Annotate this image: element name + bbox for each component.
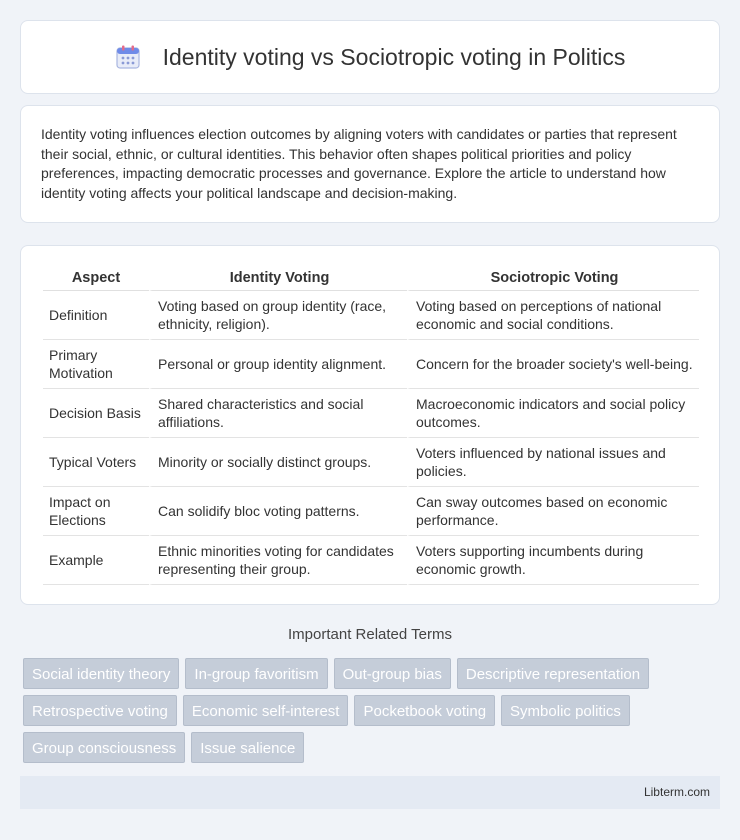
tag-row xyxy=(23,695,723,726)
table-row xyxy=(43,389,699,438)
row-sociotropic: Voting based on perceptions of national economic and social conditions. xyxy=(407,291,699,340)
row-aspect: Decision Basis xyxy=(43,389,149,438)
term-tag[interactable]: Pocketbook voting xyxy=(354,695,495,726)
table-row xyxy=(43,487,699,536)
intro-card xyxy=(20,105,720,223)
row-identity: Shared characteristics and social affiliations. xyxy=(149,389,407,438)
table-row xyxy=(43,536,699,585)
row-identity: Personal or group identity alignment. xyxy=(149,340,407,389)
header-identity-voting: Identity Voting xyxy=(149,266,407,291)
page-title: Identity voting vs Sociotropic voting in Politics xyxy=(162,43,626,70)
header-card xyxy=(20,20,720,94)
term-tag[interactable]: Economic self-interest xyxy=(183,695,349,726)
row-aspect: Example xyxy=(43,536,149,585)
tag-row xyxy=(23,658,723,689)
term-tag[interactable]: Symbolic politics xyxy=(501,695,630,726)
term-tag[interactable]: Descriptive representation xyxy=(457,658,649,689)
row-identity: Can solidify bloc voting patterns. xyxy=(149,487,407,536)
footer xyxy=(20,776,720,809)
row-sociotropic: Voters influenced by national issues and policies. xyxy=(407,438,699,487)
related-terms-list xyxy=(23,658,723,769)
row-aspect: Typical Voters xyxy=(43,438,149,487)
row-identity: Voting based on group identity (race, ethnicity, religion). xyxy=(149,291,407,340)
table-row xyxy=(43,291,699,340)
calendar-icon xyxy=(115,44,141,70)
term-tag[interactable]: Group consciousness xyxy=(23,732,185,763)
table-row xyxy=(43,438,699,487)
term-tag[interactable]: Social identity theory xyxy=(23,658,179,689)
row-aspect: Definition xyxy=(43,291,149,340)
row-sociotropic: Concern for the broader society's well-being. xyxy=(407,340,699,389)
comparison-table xyxy=(43,266,699,585)
row-aspect: Impact on Elections xyxy=(43,487,149,536)
table-header-row xyxy=(43,266,699,291)
header-aspect: Aspect xyxy=(43,266,149,291)
term-tag[interactable]: In-group favoritism xyxy=(185,658,327,689)
tag-row xyxy=(23,732,723,763)
row-sociotropic: Can sway outcomes based on economic performance. xyxy=(407,487,699,536)
row-identity: Minority or socially distinct groups. xyxy=(149,438,407,487)
term-tag[interactable]: Retrospective voting xyxy=(23,695,177,726)
comparison-card xyxy=(20,245,720,605)
row-sociotropic: Voters supporting incumbents during economic growth. xyxy=(407,536,699,585)
header-sociotropic-voting: Sociotropic Voting xyxy=(407,266,699,291)
footer-site-link[interactable]: Libterm.com xyxy=(643,785,710,799)
table-row xyxy=(43,340,699,389)
row-aspect: Primary Motivation xyxy=(43,340,149,389)
row-identity: Ethnic minorities voting for candidates representing their group. xyxy=(149,536,407,585)
term-tag[interactable]: Issue salience xyxy=(191,732,304,763)
intro-text: Identity voting influences election outcomes by aligning voters with candidates or parties that represent their social, ethnic, or cultural identities. This behavior often shapes political priorities and policy preferences, impacting democratic processes and governance. Explore the article to understand how identity voting affects your political landscape and decision-making. xyxy=(41,126,677,201)
related-terms-title: Important Related Terms xyxy=(288,626,452,643)
row-sociotropic: Macroeconomic indicators and social policy outcomes. xyxy=(407,389,699,438)
term-tag[interactable]: Out-group bias xyxy=(334,658,451,689)
